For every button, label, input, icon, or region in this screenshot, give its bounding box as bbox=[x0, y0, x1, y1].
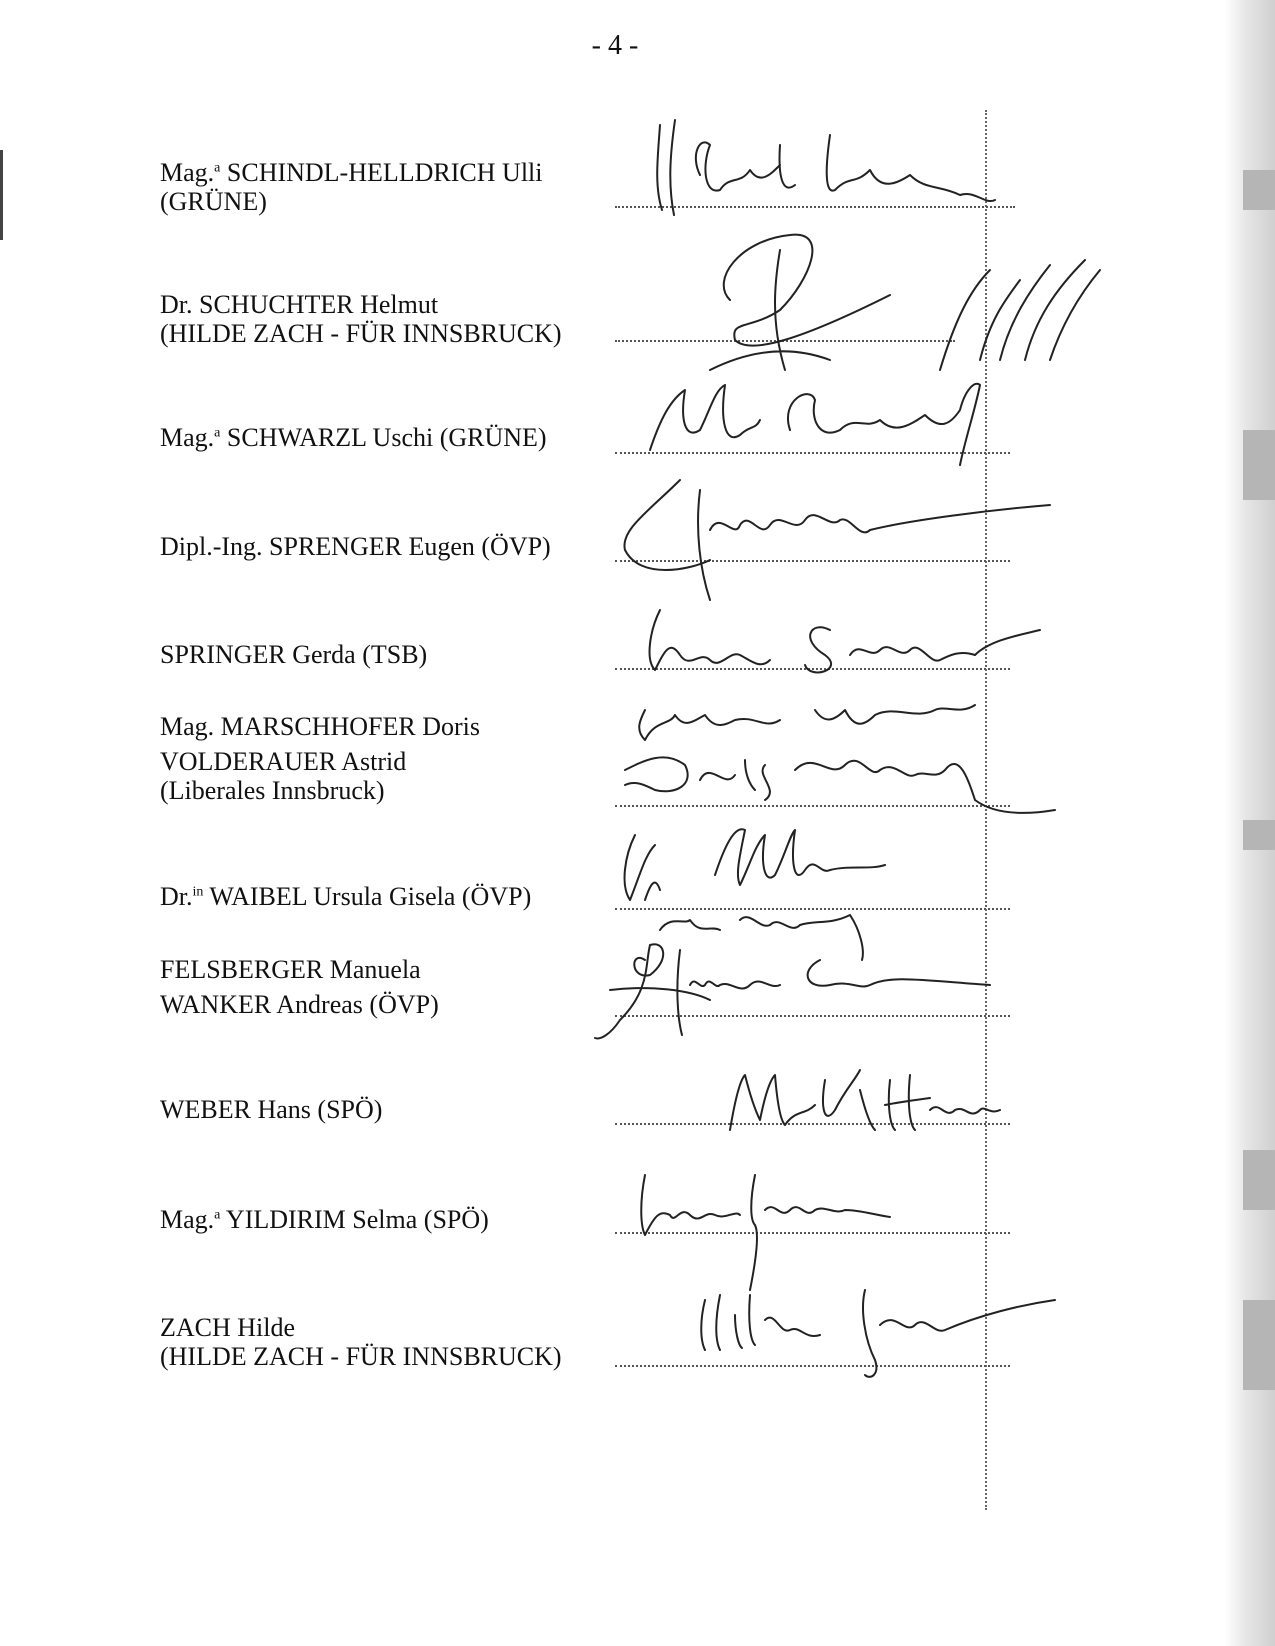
title-superscript: a bbox=[214, 1207, 221, 1223]
signatory-entry bbox=[160, 532, 551, 561]
signatory-name: SPRINGER Gerda (TSB) bbox=[160, 640, 428, 669]
signatory-name: SCHWARZL Uschi (GRÜNE) bbox=[220, 423, 547, 452]
signatory-entry bbox=[160, 882, 531, 911]
scan-edge-shadow bbox=[1225, 0, 1275, 1646]
signatory-name: WAIBEL Ursula Gisela (ÖVP) bbox=[203, 882, 532, 911]
signatory-entry bbox=[160, 158, 542, 216]
signatory-party: (HILDE ZACH - FÜR INNSBRUCK) bbox=[160, 1342, 562, 1371]
signatory-entry bbox=[160, 640, 427, 669]
academic-title: Dr. bbox=[160, 882, 193, 911]
signatory-entry bbox=[160, 712, 480, 805]
academic-title: Mag. bbox=[160, 1205, 215, 1234]
signatory-name: YILDIRIM Selma (SPÖ) bbox=[220, 1205, 489, 1234]
signature bbox=[610, 470, 1060, 600]
signatory-name: ZACH Hilde bbox=[160, 1313, 296, 1342]
signatory-name: FELSBERGER Manuela bbox=[160, 955, 421, 984]
signatory-name: Dipl.-Ing. SPRENGER Eugen (ÖVP) bbox=[160, 532, 551, 561]
signatory-entry bbox=[160, 1095, 382, 1124]
academic-title: Mag. bbox=[160, 158, 215, 187]
signature bbox=[640, 370, 1000, 470]
scan-edge-mark bbox=[0, 150, 3, 240]
signatory-entry bbox=[160, 1205, 489, 1234]
signatory-entry bbox=[160, 423, 547, 452]
signature bbox=[680, 1250, 1060, 1390]
signatory-entry bbox=[160, 955, 439, 1019]
title-superscript: a bbox=[214, 160, 221, 176]
signatory-name: Dr. SCHUCHTER Helmut bbox=[160, 290, 439, 319]
signature bbox=[715, 1050, 1015, 1150]
signature bbox=[630, 600, 1050, 700]
signatory-party: (Liberales Innsbruck) bbox=[160, 776, 385, 805]
signatory-name: Mag. MARSCHHOFER Doris bbox=[160, 712, 480, 741]
academic-title: Mag. bbox=[160, 423, 215, 452]
page-number: - 4 - bbox=[591, 30, 639, 61]
title-superscript: in bbox=[192, 884, 204, 900]
signature bbox=[690, 220, 1120, 390]
signatory-party: (HILDE ZACH - FÜR INNSBRUCK) bbox=[160, 319, 562, 348]
signatory-party: (GRÜNE) bbox=[160, 187, 267, 216]
signatory-name: WEBER Hans (SPÖ) bbox=[160, 1095, 383, 1124]
title-superscript: a bbox=[214, 425, 221, 441]
signatory-entry bbox=[160, 1313, 562, 1371]
signatory-name: WANKER Andreas (ÖVP) bbox=[160, 990, 439, 1019]
signatory-name: SCHINDL-HELLDRICH Ulli bbox=[220, 158, 543, 187]
signatory-name: VOLDERAUER Astrid bbox=[160, 747, 407, 776]
signatory-entry bbox=[160, 290, 562, 348]
signature bbox=[630, 115, 1010, 225]
signature bbox=[615, 690, 1065, 830]
signature bbox=[590, 890, 1030, 1050]
